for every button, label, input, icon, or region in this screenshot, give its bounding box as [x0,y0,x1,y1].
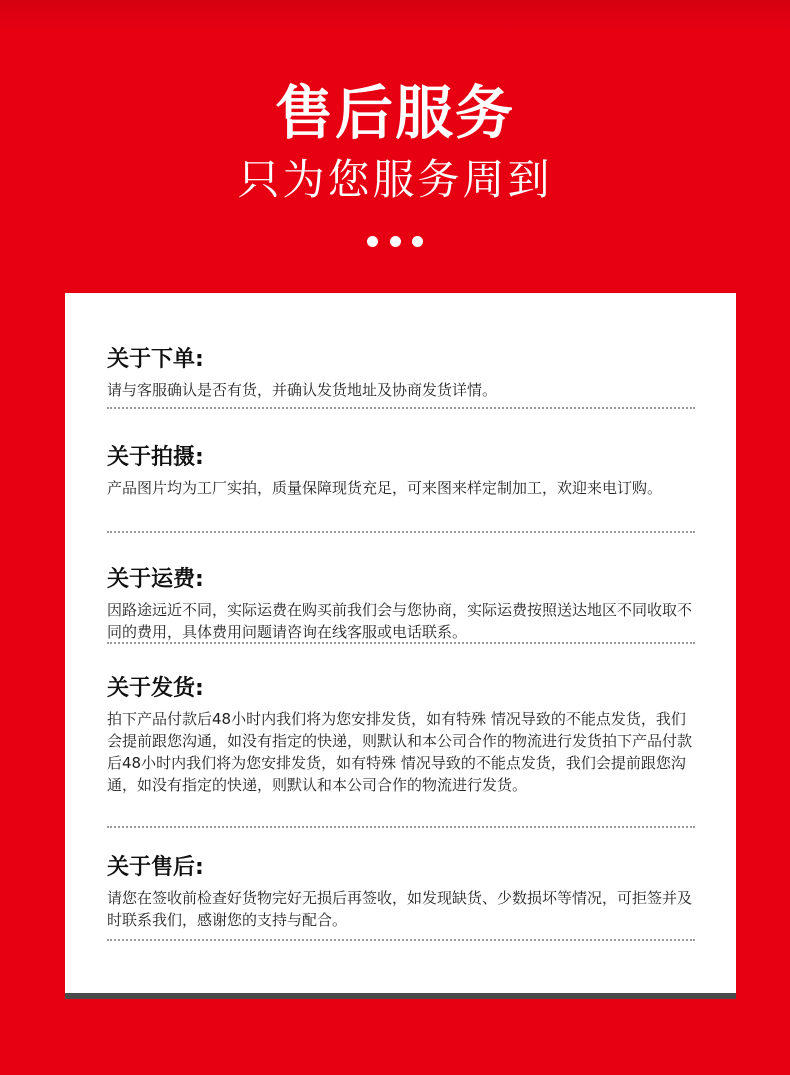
dot-icon [390,236,401,247]
info-card [65,293,736,993]
card-bottom-bar [65,993,736,999]
decorative-dots [0,232,790,246]
section-body: 请您在签收前检查好货物完好无损后再签收，如发现缺货、少数损坏等情况，可拒签并及时联系我们，感谢您的支持与配合。 [107,889,693,929]
dotted-divider [107,826,695,828]
section-ordering [107,345,695,401]
section-heading: 关于售后: [107,855,204,880]
dot-icon [412,236,423,247]
section-heading: 关于拍摄: [107,445,204,470]
section-heading: 关于运费: [107,567,204,592]
section-heading: 关于下单: [107,347,204,372]
header-gradient [0,0,790,30]
section-delivery [107,674,695,796]
page-title: 售后服务 [274,79,515,147]
section-shipping-cost [107,565,695,643]
section-body: 产品图片均为工厂实拍，质量保障现货充足，可来图来样定制加工，欢迎来电订购。 [107,479,663,497]
dotted-divider [107,642,695,644]
page-subtitle: 只为您服务周到 [237,155,553,204]
section-body: 请与客服确认是否有货，并确认发货地址及协商发货详情。 [107,381,498,399]
section-heading: 关于发货: [107,676,204,701]
section-body: 因路途远近不同，实际运费在购买前我们会与您协商，实际运费按照送达地区不同收取不同的费用，具体费用问题请咨询在线客服或电话联系。 [107,601,693,641]
dot-icon [367,236,378,247]
dotted-divider [107,531,695,533]
section-body: 拍下产品付款后48小时内我们将为您安排发货，如有特殊 情况导致的不能点发货，我们会提前跟您沟通，如没有指定的快递，则默认和本公司合作的物流进行发货拍下产品付款后48小时内我们将为您安排发货，如有特殊 情况导致的不能点发货，我们会提前跟您沟通，如没有指定的快递，则默认和本公司合作的物流进行发货。 [107,710,693,794]
dotted-divider [107,407,695,409]
section-after-sales [107,853,695,931]
dotted-divider [107,939,695,941]
section-photography [107,443,695,499]
